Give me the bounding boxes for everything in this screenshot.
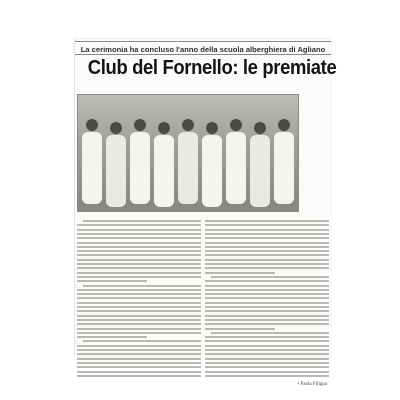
article-text-line xyxy=(77,315,201,317)
article-text-line xyxy=(77,224,201,226)
article-text-line xyxy=(77,254,201,256)
article-text-line xyxy=(77,345,201,347)
article-text-line xyxy=(205,254,329,256)
article-text-line xyxy=(205,353,329,355)
article-text-line xyxy=(77,336,147,338)
article-text-line xyxy=(205,293,329,295)
photo-figure xyxy=(154,122,174,207)
article-text-line xyxy=(205,315,329,317)
article-text-line xyxy=(205,328,275,330)
article-text-line xyxy=(205,349,329,351)
article-text-line xyxy=(211,276,329,278)
article-text-line xyxy=(205,306,329,308)
article-text-line xyxy=(77,353,201,355)
article-text-line xyxy=(77,362,201,364)
article-text-line xyxy=(205,233,329,235)
article-text-line xyxy=(77,349,201,351)
article-text-line xyxy=(83,285,201,287)
article-text-line xyxy=(205,362,329,364)
article-text-line xyxy=(205,263,329,265)
article-text-line xyxy=(205,323,329,325)
article-text-line xyxy=(205,289,329,291)
article-text-line xyxy=(205,366,329,368)
article-text-line xyxy=(211,332,329,334)
photo-figure xyxy=(130,119,150,204)
article-text-line xyxy=(205,242,329,244)
article-text-line xyxy=(205,345,329,347)
photo-figure xyxy=(202,122,222,207)
article-text-line xyxy=(205,229,329,231)
article-text-line xyxy=(77,229,201,231)
article-text-line xyxy=(77,246,201,248)
article-text-line xyxy=(205,302,329,304)
article-text-line xyxy=(83,340,201,342)
article-text-line xyxy=(205,319,329,321)
newspaper-clipping xyxy=(74,38,337,387)
photo-figure xyxy=(250,122,270,207)
article-text-line xyxy=(205,224,329,226)
article-text-line xyxy=(205,280,329,282)
article-text-line xyxy=(77,319,201,321)
kicker-rule xyxy=(75,54,331,55)
article-text-line xyxy=(77,371,201,373)
article-text-line xyxy=(205,220,329,222)
article-text-line xyxy=(77,297,201,299)
article-text-line xyxy=(205,259,329,261)
article-text-line xyxy=(205,246,329,248)
article-text-line xyxy=(205,336,329,338)
article-text-line xyxy=(77,375,201,377)
photo-figure xyxy=(226,119,246,204)
article-text-line xyxy=(77,267,201,269)
photo-figure xyxy=(178,119,198,204)
article-text-line xyxy=(77,280,147,282)
article-text-line xyxy=(205,310,329,312)
article-text-line xyxy=(205,267,329,269)
article-text-line xyxy=(77,302,201,304)
article-text-line xyxy=(77,328,201,330)
article-text-line xyxy=(77,289,201,291)
article-text-line xyxy=(205,340,329,342)
article-text-line xyxy=(205,285,329,287)
article-text-line xyxy=(205,237,329,239)
article-text-line xyxy=(77,259,201,261)
header-rule-top xyxy=(75,41,331,42)
photo-group-figures xyxy=(78,95,298,211)
article-text-line xyxy=(205,358,329,360)
article-text-line xyxy=(83,220,201,222)
article-text-line xyxy=(77,272,201,274)
article-text-line xyxy=(205,250,329,252)
article-text-line xyxy=(77,358,201,360)
article-byline: • Paola Filippa xyxy=(297,382,327,387)
article-text-line xyxy=(205,272,275,274)
article-text-line xyxy=(77,237,201,239)
article-kicker: La cerimonia ha concluso l'anno della scuola alberghiera di Agliano xyxy=(80,45,326,54)
article-text-line xyxy=(77,250,201,252)
article-headline: Club del Fornello: le premiate xyxy=(87,56,337,79)
article-text-line xyxy=(205,371,329,373)
article-text-line xyxy=(77,233,201,235)
article-text-line xyxy=(77,366,201,368)
photo-figure xyxy=(106,122,126,207)
article-text-line xyxy=(77,293,201,295)
article-text-line xyxy=(77,263,201,265)
article-text-line xyxy=(77,323,201,325)
article-text-line xyxy=(77,332,201,334)
article-text-line xyxy=(205,297,329,299)
article-text-line xyxy=(77,242,201,244)
article-text-line xyxy=(77,310,201,312)
article-text-line xyxy=(77,306,201,308)
article-photo xyxy=(77,94,299,212)
article-text-line xyxy=(77,276,201,278)
photo-figure xyxy=(82,119,102,204)
article-text-line xyxy=(205,375,329,377)
photo-figure xyxy=(274,119,294,204)
